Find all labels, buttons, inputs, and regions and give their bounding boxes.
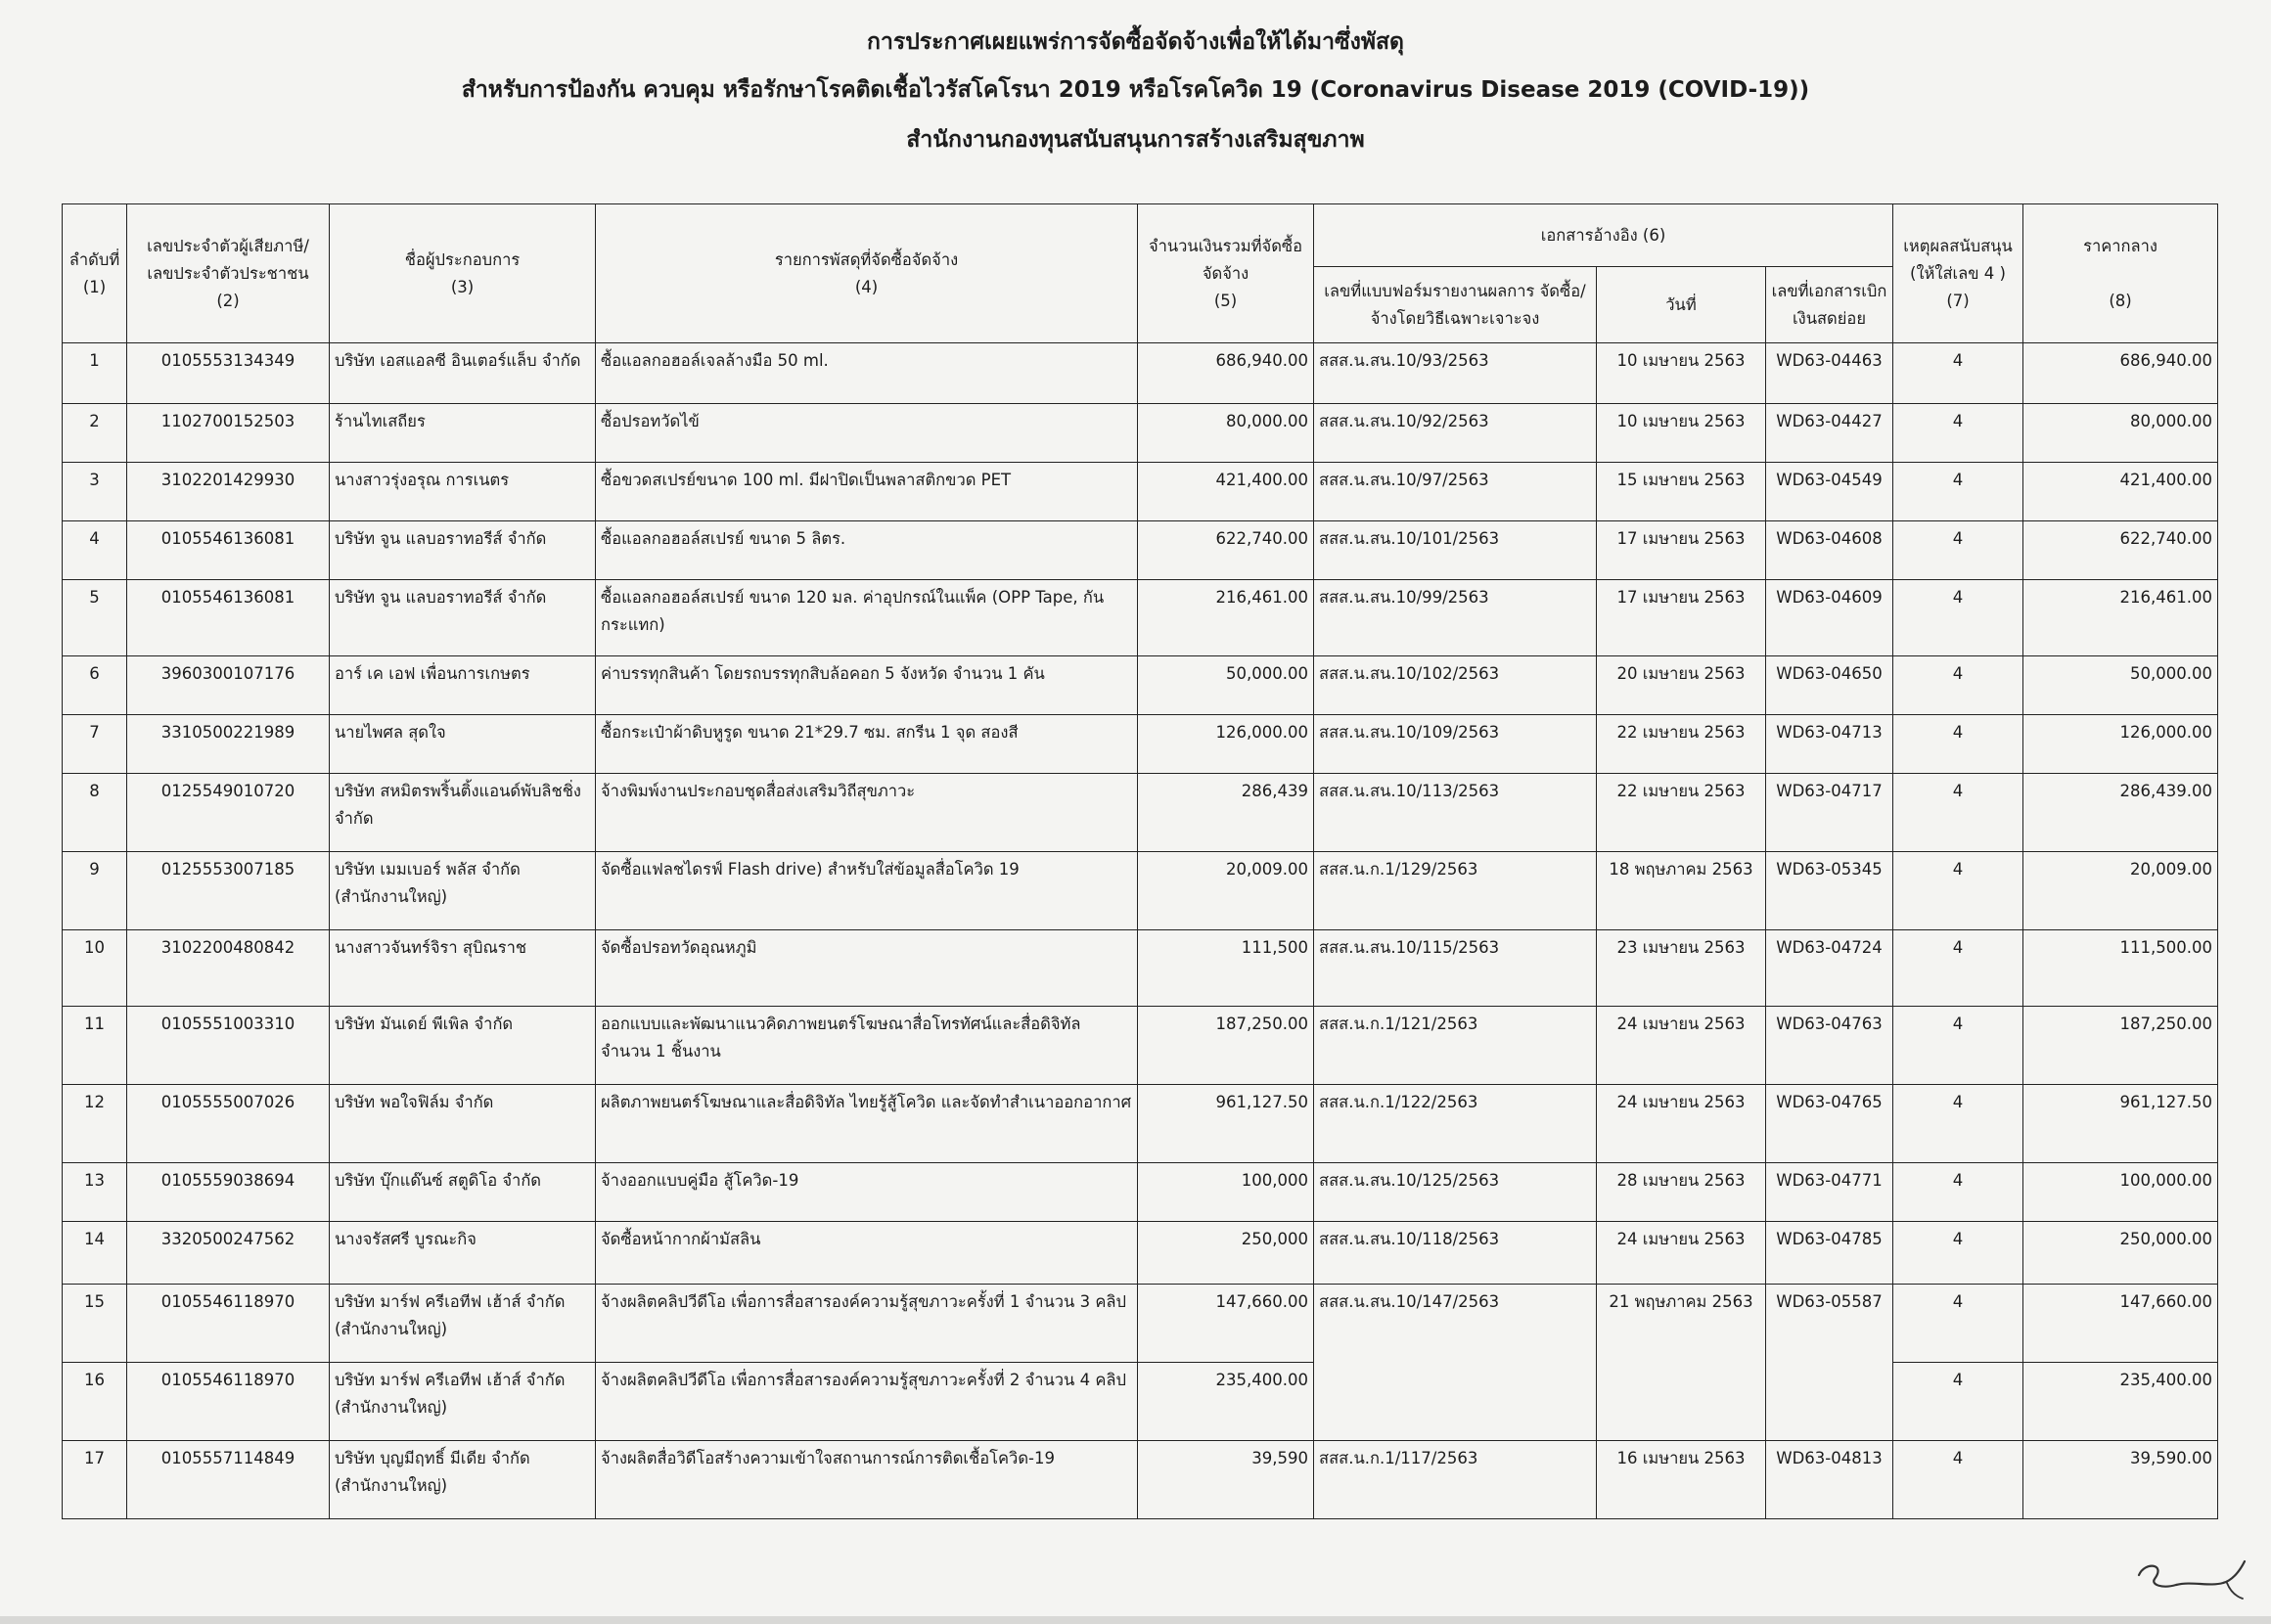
col-header-median: ราคากลาง (8): [2023, 204, 2218, 343]
table-row: [63, 774, 2218, 852]
cell-vendor: บริษัท เอสแอลซี อินเตอร์แล็บ จำกัด: [330, 343, 596, 404]
cell-amount: 235,400.00: [1138, 1363, 1314, 1441]
doc-subtitle: สำหรับการป้องกัน ควบคุม หรือรักษาโรคติดเชื้อไวรัสโคโรนา 2019 หรือโรคโควิด 19 (Coronavirus Disease 2019 (COVID-19)): [461, 77, 1810, 103]
cell-date: 17 เมษายน 2563: [1597, 521, 1766, 580]
cell-form-no: สสส.น.ก.1/121/2563: [1314, 1007, 1597, 1085]
cell-vendor: บริษัท จูน แลบอราทอรีส์ จำกัด: [330, 521, 596, 580]
cell-item: ซื้อแอลกอฮอล์สเปรย์ ขนาด 120 มล. ค่าอุปกรณ์ในแพ็ค (OPP Tape, กันกระแทก): [596, 580, 1138, 656]
cell-median: 20,009.00: [2023, 852, 2218, 930]
cell-taxid: 0105557114849: [127, 1441, 330, 1519]
cell-taxid: 0105551003310: [127, 1007, 330, 1085]
cell-item: ซื้อแอลกอฮอล์สเปรย์ ขนาด 5 ลิตร.: [596, 521, 1138, 580]
cell-item: ซื้อกระเป๋าผ้าดิบหูรูด ขนาด 21*29.7 ซม. สกรีน 1 จุด สองสี: [596, 715, 1138, 774]
cell-amount: 39,590: [1138, 1441, 1314, 1519]
cell-form-no: สสส.น.สน.10/92/2563: [1314, 404, 1597, 463]
cell-reason: 4: [1893, 521, 2023, 580]
cell-amount: 286,439: [1138, 774, 1314, 852]
table-row: [63, 1222, 2218, 1285]
cell-item: จัดซื้อปรอทวัดอุณหภูมิ: [596, 930, 1138, 1007]
cell-median: 961,127.50: [2023, 1085, 2218, 1163]
cell-no: 15: [63, 1285, 127, 1363]
cell-no: 8: [63, 774, 127, 852]
col-header-amount: จำนวนเงินรวมที่จัดซื้อ จัดจ้าง (5): [1138, 204, 1314, 343]
cell-voucher: WD63-04609: [1766, 580, 1893, 656]
col-header-voucher: เลขที่เอกสารเบิก เงินสดย่อย: [1766, 267, 1893, 343]
cell-vendor: นางสาวจันทร์จิรา สุบิณราช: [330, 930, 596, 1007]
cell-form-no: สสส.น.สน.10/93/2563: [1314, 343, 1597, 404]
cell-voucher: WD63-04785: [1766, 1222, 1893, 1285]
cell-taxid: 0105546136081: [127, 521, 330, 580]
cell-reason: 4: [1893, 1085, 2023, 1163]
cell-voucher: WD63-05345: [1766, 852, 1893, 930]
cell-form-no: สสส.น.ก.1/129/2563: [1314, 852, 1597, 930]
cell-median: 216,461.00: [2023, 580, 2218, 656]
cell-median: 286,439.00: [2023, 774, 2218, 852]
cell-reason: 4: [1893, 1363, 2023, 1441]
cell-item: จ้างผลิตคลิปวีดีโอ เพื่อการสื่อสารองค์ความรู้สุขภาวะครั้งที่ 1 จำนวน 3 คลิป: [596, 1285, 1138, 1363]
cell-vendor: บริษัท บุ๊กแด๊นซ์ สตูดิโอ จำกัด: [330, 1163, 596, 1222]
cell-median: 111,500.00: [2023, 930, 2218, 1007]
cell-reason: 4: [1893, 852, 2023, 930]
agency-name: สำนักงานกองทุนสนับสนุนการสร้างเสริมสุขภาพ: [906, 127, 1365, 153]
cell-form-no: สสส.น.สน.10/115/2563: [1314, 930, 1597, 1007]
table-row: [63, 404, 2218, 463]
cell-voucher: WD63-04713: [1766, 715, 1893, 774]
cell-form-no: สสส.น.สน.10/109/2563: [1314, 715, 1597, 774]
cell-form-no: สสส.น.สน.10/147/2563: [1314, 1285, 1597, 1441]
cell-taxid: 0105555007026: [127, 1085, 330, 1163]
cell-vendor: นางสาวรุ่งอรุณ การเนตร: [330, 463, 596, 521]
cell-median: 50,000.00: [2023, 656, 2218, 715]
cell-no: 7: [63, 715, 127, 774]
cell-taxid: 0105546118970: [127, 1285, 330, 1363]
cell-vendor: บริษัท มาร์ฟ ครีเอทีฟ เฮ้าส์ จำกัด (สำนักงานใหญ่): [330, 1363, 596, 1441]
cell-item: จ้างผลิตสื่อวิดีโอสร้างความเข้าใจสถานการณ์การติดเชื้อโควิด-19: [596, 1441, 1138, 1519]
cell-reason: 4: [1893, 1163, 2023, 1222]
cell-date: 22 เมษายน 2563: [1597, 774, 1766, 852]
cell-reason: 4: [1893, 1441, 2023, 1519]
cell-voucher: WD63-04427: [1766, 404, 1893, 463]
cell-item: ซื้อแอลกอฮอล์เจลล้างมือ 50 ml.: [596, 343, 1138, 404]
cell-form-no: สสส.น.สน.10/125/2563: [1314, 1163, 1597, 1222]
cell-form-no: สสส.น.ก.1/117/2563: [1314, 1441, 1597, 1519]
cell-date: 24 เมษายน 2563: [1597, 1085, 1766, 1163]
cell-date: 28 เมษายน 2563: [1597, 1163, 1766, 1222]
cell-item: จ้างพิมพ์งานประกอบชุดสื่อส่งเสริมวิถีสุขภาวะ: [596, 774, 1138, 852]
doc-title: การประกาศเผยแพร่การจัดซื้อจัดจ้างเพื่อให้ได้มาซึ่งพัสดุ: [867, 29, 1404, 55]
cell-date: 24 เมษายน 2563: [1597, 1222, 1766, 1285]
table-row: [63, 521, 2218, 580]
cell-reason: 4: [1893, 715, 2023, 774]
cell-median: 39,590.00: [2023, 1441, 2218, 1519]
cell-voucher: WD63-04724: [1766, 930, 1893, 1007]
cell-amount: 100,000: [1138, 1163, 1314, 1222]
cell-no: 1: [63, 343, 127, 404]
cell-voucher: WD63-04717: [1766, 774, 1893, 852]
cell-no: 4: [63, 521, 127, 580]
col-header-refdocs: เอกสารอ้างอิง (6): [1314, 204, 1893, 267]
cell-no: 9: [63, 852, 127, 930]
cell-reason: 4: [1893, 656, 2023, 715]
cell-median: 686,940.00: [2023, 343, 2218, 404]
cell-item: จัดซื้อหน้ากากผ้ามัสลิน: [596, 1222, 1138, 1285]
cell-median: 80,000.00: [2023, 404, 2218, 463]
cell-item: ซื้อปรอทวัดไข้: [596, 404, 1138, 463]
cell-form-no: สสส.น.สน.10/118/2563: [1314, 1222, 1597, 1285]
cell-vendor: บริษัท พอใจฟิล์ม จำกัด: [330, 1085, 596, 1163]
cell-amount: 250,000: [1138, 1222, 1314, 1285]
cell-no: 3: [63, 463, 127, 521]
col-header-form-no: เลขที่แบบฟอร์มรายงานผลการ จัดซื้อ/จ้างโดยวิธีเฉพาะเจาะจง: [1314, 267, 1597, 343]
cell-vendor: บริษัท มันเดย์ พีเพิล จำกัด: [330, 1007, 596, 1085]
col-header-item: รายการพัสดุที่จัดซื้อจัดจ้าง (4): [596, 204, 1138, 343]
cell-amount: 126,000.00: [1138, 715, 1314, 774]
cell-taxid: 0105546136081: [127, 580, 330, 656]
cell-amount: 111,500: [1138, 930, 1314, 1007]
cell-taxid: 0125549010720: [127, 774, 330, 852]
cell-no: 14: [63, 1222, 127, 1285]
cell-taxid: 3310500221989: [127, 715, 330, 774]
cell-no: 11: [63, 1007, 127, 1085]
cell-vendor: บริษัท สหมิตรพริ้นติ้งแอนด์พับลิชชิ่ง จำกัด: [330, 774, 596, 852]
cell-vendor: บริษัท จูน แลบอราทอรีส์ จำกัด: [330, 580, 596, 656]
cell-voucher: WD63-05587: [1766, 1285, 1893, 1441]
cell-amount: 80,000.00: [1138, 404, 1314, 463]
cell-date: 16 เมษายน 2563: [1597, 1441, 1766, 1519]
cell-reason: 4: [1893, 404, 2023, 463]
cell-item: ผลิตภาพยนตร์โฆษณาและสื่อดิจิทัล ไทยรู้สู้โควิด และจัดทำสำเนาออกอากาศ: [596, 1085, 1138, 1163]
cell-amount: 961,127.50: [1138, 1085, 1314, 1163]
cell-vendor: นางจรัสศรี บูรณะกิจ: [330, 1222, 596, 1285]
cell-item: ออกแบบและพัฒนาแนวคิดภาพยนตร์โฆษณาสื่อโทรทัศน์และสื่อดิจิทัล จำนวน 1 ชิ้นงาน: [596, 1007, 1138, 1085]
cell-reason: 4: [1893, 1222, 2023, 1285]
cell-vendor: ร้านไทเสถียร: [330, 404, 596, 463]
table-row: [63, 930, 2218, 1007]
cell-no: 2: [63, 404, 127, 463]
cell-reason: 4: [1893, 580, 2023, 656]
cell-amount: 216,461.00: [1138, 580, 1314, 656]
cell-no: 5: [63, 580, 127, 656]
cell-date: 22 เมษายน 2563: [1597, 715, 1766, 774]
col-header-reason: เหตุผลสนับสนุน (ให้ใส่เลข 4 ) (7): [1893, 204, 2023, 343]
cell-amount: 50,000.00: [1138, 656, 1314, 715]
cell-form-no: สสส.น.สน.10/113/2563: [1314, 774, 1597, 852]
table-row: [63, 1163, 2218, 1222]
cell-taxid: 0105546118970: [127, 1363, 330, 1441]
cell-voucher: WD63-04763: [1766, 1007, 1893, 1085]
cell-voucher: WD63-04650: [1766, 656, 1893, 715]
cell-median: 126,000.00: [2023, 715, 2218, 774]
cell-amount: 187,250.00: [1138, 1007, 1314, 1085]
cell-taxid: 3320500247562: [127, 1222, 330, 1285]
col-header-no: ลำดับที่ (1): [63, 204, 127, 343]
cell-no: 16: [63, 1363, 127, 1441]
cell-form-no: สสส.น.ก.1/122/2563: [1314, 1085, 1597, 1163]
cell-date: 10 เมษายน 2563: [1597, 404, 1766, 463]
cell-item: ค่าบรรทุกสินค้า โดยรถบรรทุกสิบล้อคอก 5 จังหวัด จำนวน 1 คัน: [596, 656, 1138, 715]
cell-item: จ้างผลิตคลิปวีดีโอ เพื่อการสื่อสารองค์ความรู้สุขภาวะครั้งที่ 2 จำนวน 4 คลิป: [596, 1363, 1138, 1441]
table-row: [63, 852, 2218, 930]
table-row: [63, 1285, 2218, 1363]
col-header-taxid: เลขประจำตัวผู้เสียภาษี/ เลขประจำตัวประชาชน (2): [127, 204, 330, 343]
table-row: [63, 463, 2218, 521]
cell-vendor: บริษัท มาร์ฟ ครีเอทีฟ เฮ้าส์ จำกัด (สำนักงานใหญ่): [330, 1285, 596, 1363]
cell-vendor: นายไพศล สุดใจ: [330, 715, 596, 774]
scan-edge: [0, 1616, 2271, 1624]
cell-form-no: สสส.น.สน.10/101/2563: [1314, 521, 1597, 580]
table-row: [63, 343, 2218, 404]
cell-median: 250,000.00: [2023, 1222, 2218, 1285]
col-header-vendor: ชื่อผู้ประกอบการ (3): [330, 204, 596, 343]
cell-median: 100,000.00: [2023, 1163, 2218, 1222]
cell-item: จ้างออกแบบคู่มือ สู้โควิด-19: [596, 1163, 1138, 1222]
cell-date: 23 เมษายน 2563: [1597, 930, 1766, 1007]
cell-taxid: 3960300107176: [127, 656, 330, 715]
cell-no: 13: [63, 1163, 127, 1222]
cell-no: 12: [63, 1085, 127, 1163]
cell-voucher: WD63-04549: [1766, 463, 1893, 521]
cell-taxid: 3102200480842: [127, 930, 330, 1007]
cell-reason: 4: [1893, 1007, 2023, 1085]
cell-form-no: สสส.น.สน.10/97/2563: [1314, 463, 1597, 521]
cell-date: 20 เมษายน 2563: [1597, 656, 1766, 715]
cell-reason: 4: [1893, 1285, 2023, 1363]
cell-median: 147,660.00: [2023, 1285, 2218, 1363]
table-row: [63, 1007, 2218, 1085]
cell-date: 18 พฤษภาคม 2563: [1597, 852, 1766, 930]
cell-item: ซื้อขวดสเปรย์ขนาด 100 ml. มีฝาปิดเป็นพลาสติกขวด PET: [596, 463, 1138, 521]
cell-reason: 4: [1893, 930, 2023, 1007]
cell-form-no: สสส.น.สน.10/99/2563: [1314, 580, 1597, 656]
cell-amount: 686,940.00: [1138, 343, 1314, 404]
cell-amount: 421,400.00: [1138, 463, 1314, 521]
cell-taxid: 0125553007185: [127, 852, 330, 930]
table-row: [63, 656, 2218, 715]
cell-voucher: WD63-04765: [1766, 1085, 1893, 1163]
cell-reason: 4: [1893, 774, 2023, 852]
cell-date: 24 เมษายน 2563: [1597, 1007, 1766, 1085]
cell-taxid: 3102201429930: [127, 463, 330, 521]
cell-vendor: บริษัท บุญมีฤทธิ์ มีเดีย จำกัด (สำนักงานใหญ่): [330, 1441, 596, 1519]
cell-date: 10 เมษายน 2563: [1597, 343, 1766, 404]
cell-reason: 4: [1893, 463, 2023, 521]
table-row: [63, 1085, 2218, 1163]
cell-amount: 147,660.00: [1138, 1285, 1314, 1363]
cell-no: 6: [63, 656, 127, 715]
cell-median: 187,250.00: [2023, 1007, 2218, 1085]
procurement-table: [62, 203, 2218, 1519]
cell-date: 21 พฤษภาคม 2563: [1597, 1285, 1766, 1441]
cell-voucher: WD63-04813: [1766, 1441, 1893, 1519]
cell-no: 17: [63, 1441, 127, 1519]
cell-median: 421,400.00: [2023, 463, 2218, 521]
cell-taxid: 1102700152503: [127, 404, 330, 463]
cell-voucher: WD63-04463: [1766, 343, 1893, 404]
cell-date: 17 เมษายน 2563: [1597, 580, 1766, 656]
cell-median: 235,400.00: [2023, 1363, 2218, 1441]
cell-taxid: 0105559038694: [127, 1163, 330, 1222]
cell-median: 622,740.00: [2023, 521, 2218, 580]
cell-amount: 622,740.00: [1138, 521, 1314, 580]
cell-voucher: WD63-04608: [1766, 521, 1893, 580]
cell-item: จัดซื้อแฟลชไดรฟ์ Flash drive) สำหรับใส่ข้อมูลสื่อโควิด 19: [596, 852, 1138, 930]
table-row: [63, 1441, 2218, 1519]
cell-form-no: สสส.น.สน.10/102/2563: [1314, 656, 1597, 715]
table-row: [63, 1363, 2218, 1441]
signature-mark: [2133, 1554, 2250, 1602]
cell-amount: 20,009.00: [1138, 852, 1314, 930]
cell-no: 10: [63, 930, 127, 1007]
cell-taxid: 0105553134349: [127, 343, 330, 404]
table-row: [63, 580, 2218, 656]
cell-vendor: อาร์ เค เอฟ เพื่อนการเกษตร: [330, 656, 596, 715]
col-header-date: วันที่: [1597, 267, 1766, 343]
cell-date: 15 เมษายน 2563: [1597, 463, 1766, 521]
cell-voucher: WD63-04771: [1766, 1163, 1893, 1222]
cell-reason: 4: [1893, 343, 2023, 404]
table-row: [63, 715, 2218, 774]
cell-vendor: บริษัท เมมเบอร์ พลัส จำกัด (สำนักงานใหญ่): [330, 852, 596, 930]
